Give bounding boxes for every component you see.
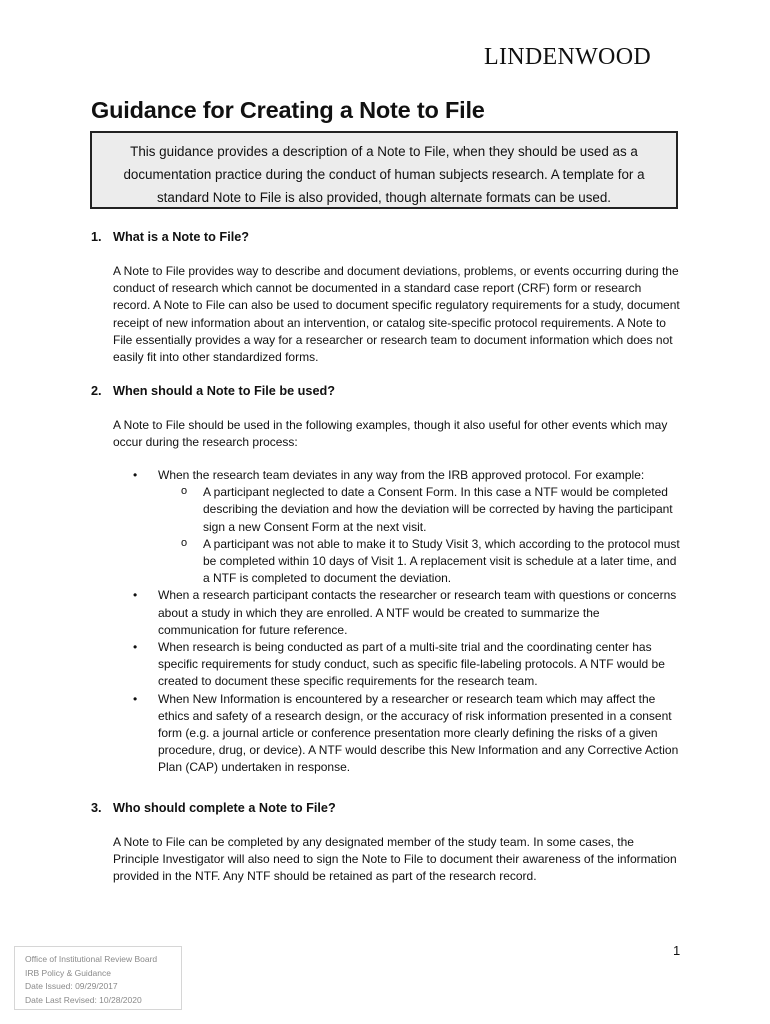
intro-text: This guidance provides a description of a Note to File, when they should be used as a documentation practice during the conduct of human subjects research. A template for a standard Note to File is also provided, though alternate formats can be used. [123, 144, 645, 205]
bullet-text: When the research team deviates in any way from the IRB approved protocol. For example: [158, 468, 645, 482]
sub-bullet-text: A participant neglected to date a Consent Form. In this case a NTF would be completed describing the deviation and how the deviation will be corrected by having the participant sign a new Consent Form at the next visit. [203, 485, 673, 534]
page-number: 1 [673, 943, 681, 958]
intro-box [90, 131, 678, 209]
section-1-number: 1. [91, 230, 102, 244]
footer-date-issued: Date Issued: 09/29/2017 [25, 981, 118, 991]
footer-date-revised: Date Last Revised: 10/28/2020 [25, 994, 142, 1005]
section-2-bullet-list [113, 467, 683, 777]
bullet-item [113, 587, 683, 639]
section-3-heading [91, 801, 336, 815]
section-3-number: 3. [91, 801, 102, 815]
footer-policy: IRB Policy & Guidance [25, 967, 111, 978]
sub-bullet-list [158, 484, 683, 587]
section-2-paragraph: A Note to File should be used in the following examples, though it also useful for other events which may occur during the research process: [113, 418, 668, 450]
footer-info-box [14, 946, 182, 1010]
bullet-item [113, 691, 683, 777]
footer-office: Office of Institutional Review Board [25, 954, 158, 964]
section-2-heading [91, 384, 335, 398]
section-1-paragraph: A Note to File provides way to describe and document deviations, problems, or events occurring during the conduct of research which cannot be documented in a standard case report (CRF) form or research record. A Note to File can also be used to document specific regulatory requirements for a study, document receipt of new information about an intervention, or catalog site-specific protocol requirements. A Note to File essentially provides a way for a researcher or research team to document information which does not easily fit into other standardized forms. [113, 264, 680, 365]
section-1-title: What is a Note to File? [113, 230, 250, 244]
sub-bullet-item [158, 484, 683, 536]
bullet-text: When research is being conducted as part of a multi-site trial and the coordinating center has specific requirements for study conduct, such as specific file-labeling protocols. A NTF would be created to document these specific requirements for the research team. [158, 640, 665, 689]
sub-bullet-item [158, 536, 683, 588]
bullet-text: When New Information is encountered by a researcher or research team which may affect the ethics and safety of a research design, or the accuracy of risk information presented in a consent form (e.g. a journal article or conference presentation more clearly defining the risks of a given procedure, drug, or device). A NTF would describe this New Information and any Corrective Action Plan (CAP) undertaken in response. [158, 691, 679, 775]
bullet-item [113, 467, 683, 587]
section-1-heading [91, 230, 249, 244]
section-3-title: Who should complete a Note to File? [113, 801, 336, 815]
section-3-paragraph: A Note to File can be completed by any designated member of the study team. In some cases, the Principle Investigator will also need to sign the Note to File to document their awareness of the information provided in the NTF. Any NTF should be retained as part of the research record. [113, 835, 677, 884]
section-2-number: 2. [91, 384, 102, 398]
lindenwood-logo: LINDENWOOD [484, 44, 651, 70]
section-2-title: When should a Note to File be used? [113, 384, 336, 398]
page-title: Guidance for Creating a Note to File [91, 97, 485, 123]
bullet-item [113, 639, 683, 691]
bullet-text: When a research participant contacts the researcher or research team with questions or concerns about a study in which they are enrolled. A NTF would be created to summarize the communication for future reference. [158, 588, 677, 637]
sub-bullet-text: A participant was not able to make it to Study Visit 3, which according to the protocol must be completed within 10 days of Visit 1. A replacement visit is schedule at a later time, and a NTF is completed to document the deviation. [203, 536, 680, 586]
